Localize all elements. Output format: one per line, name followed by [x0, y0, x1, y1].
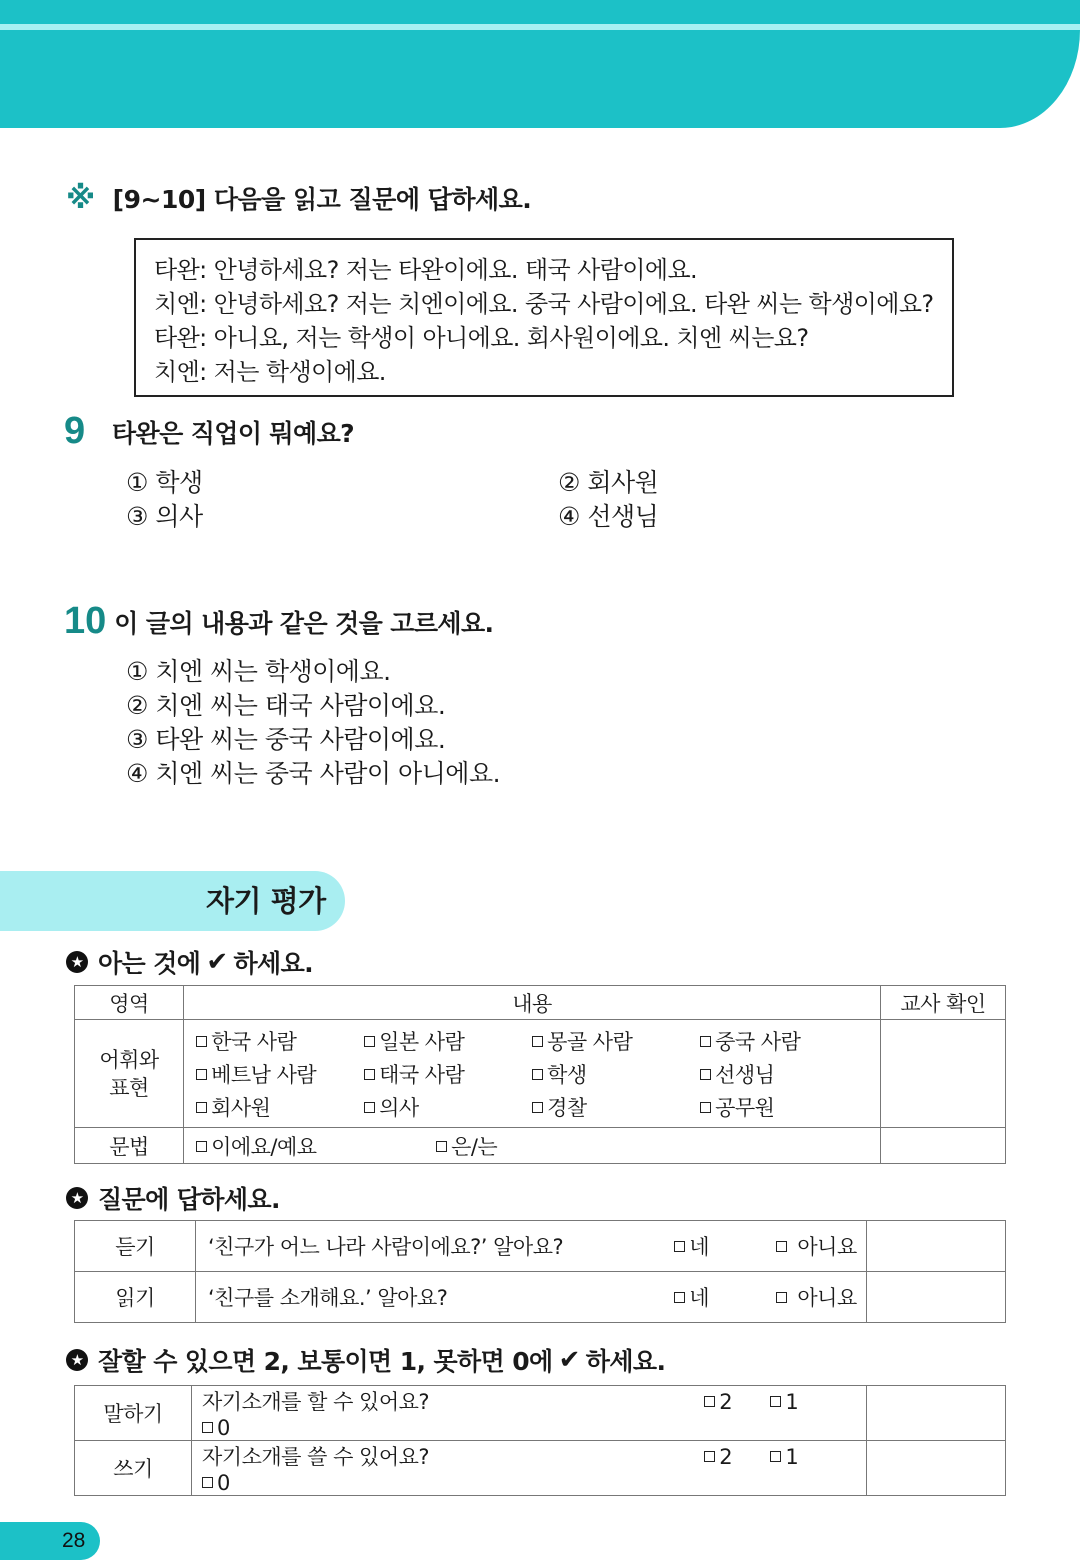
checkbox-item[interactable]: 베트남 사람 [196, 1059, 364, 1089]
checkbox-item[interactable]: 학생 [532, 1059, 700, 1089]
header-teacher-check: 교사 확인 [881, 986, 1006, 1020]
check-icon: ✔ [206, 947, 228, 977]
checkbox-icon[interactable] [364, 1036, 375, 1047]
table-row [75, 1221, 1006, 1272]
checkbox-item[interactable]: 몽골 사람 [532, 1026, 700, 1056]
checkbox-icon[interactable] [770, 1451, 781, 1462]
score-checkbox[interactable]: 1 [770, 1445, 832, 1469]
answer-option[interactable]: ① 학생 [126, 468, 203, 497]
instruction-text: 하세요. [585, 1347, 666, 1376]
yes-checkbox[interactable]: 네 [674, 1282, 770, 1312]
checkbox-item[interactable]: 이에요/예요 [196, 1131, 436, 1161]
section-1-instruction [66, 942, 313, 982]
checkbox-icon[interactable] [202, 1477, 213, 1488]
answer-option[interactable]: ③ 타완 씨는 중국 사람이에요. [126, 725, 446, 754]
checkbox-icon[interactable] [704, 1396, 715, 1407]
instruction-text: 하세요. [233, 949, 314, 978]
no-checkbox[interactable]: 아니요 [776, 1282, 856, 1312]
star-bullet-icon: ★ [66, 1349, 88, 1371]
instruction-text: 잘할 수 있으면 2, 보통이면 1, 못하면 0에 [98, 1347, 553, 1376]
vocab-grammar-table [74, 985, 1006, 1164]
page-number: 28 [62, 1529, 86, 1552]
teacher-check-cell[interactable] [867, 1441, 1006, 1496]
question-number: 9 [64, 410, 86, 452]
yes-checkbox[interactable]: 네 [674, 1231, 770, 1261]
instruction [66, 176, 531, 220]
checkbox-item[interactable]: 은/는 [436, 1131, 604, 1161]
checkbox-icon[interactable] [196, 1141, 207, 1152]
skill-question [192, 1386, 867, 1441]
skill-question [196, 1221, 867, 1272]
checkbox-item[interactable]: 태국 사람 [364, 1059, 532, 1089]
skill-question [196, 1272, 867, 1323]
skill-category: 듣기 [75, 1221, 196, 1272]
answer-option[interactable]: ④ 선생님 [558, 502, 659, 531]
answer-option[interactable]: ② 회사원 [558, 468, 659, 497]
teacher-check-cell[interactable] [881, 1020, 1006, 1128]
checkbox-item[interactable]: 일본 사람 [364, 1026, 532, 1056]
question-10-options [126, 655, 500, 791]
checkbox-icon[interactable] [700, 1069, 711, 1080]
instruction-text: 질문에 답하세요. [98, 1185, 280, 1214]
question-9-options [126, 466, 746, 534]
grammar-items [184, 1128, 881, 1164]
skill-question [192, 1441, 867, 1496]
checkbox-item[interactable]: 선생님 [700, 1059, 868, 1089]
teacher-check-cell[interactable] [867, 1272, 1006, 1323]
self-assessment-title: 자기 평가 [206, 884, 326, 918]
table-row [75, 1386, 1006, 1441]
checkbox-icon[interactable] [704, 1451, 715, 1462]
speaking-writing-table [74, 1385, 1006, 1496]
checkbox-icon[interactable] [532, 1102, 543, 1113]
table-row [75, 1272, 1006, 1323]
category-label: 어휘와 [99, 1047, 159, 1072]
question-text: 자기소개를 쓸 수 있어요? [202, 1445, 430, 1469]
question-text: ‘친구가 어느 나라 사람이에요?’ 알아요? [208, 1235, 564, 1259]
score-checkbox[interactable]: 2 [704, 1390, 764, 1414]
checkbox-icon[interactable] [436, 1141, 447, 1152]
checkbox-icon[interactable] [364, 1069, 375, 1080]
question-text: 자기소개를 할 수 있어요? [202, 1390, 430, 1414]
checkbox-icon[interactable] [770, 1396, 781, 1407]
checkbox-item[interactable]: 한국 사람 [196, 1026, 364, 1056]
vocab-category [75, 1020, 184, 1128]
skill-category: 읽기 [75, 1272, 196, 1323]
section-2-instruction [66, 1178, 280, 1218]
reading-passage [134, 238, 954, 397]
grammar-category: 문법 [75, 1128, 184, 1164]
skill-category: 쓰기 [75, 1441, 192, 1496]
answer-option[interactable]: ② 치엔 씨는 태국 사람이에요. [126, 691, 446, 720]
checkbox-icon[interactable] [202, 1422, 213, 1433]
passage-line: 치엔: 안녕하세요? 저는 치엔이에요. 중국 사람이에요. 타완 씨는 학생이에요? [154, 290, 934, 318]
answer-option[interactable]: ① 치엔 씨는 학생이에요. [126, 657, 391, 686]
checkbox-item[interactable]: 공무원 [700, 1092, 868, 1122]
star-bullet-icon: ★ [66, 1187, 88, 1209]
score-checkbox[interactable]: 0 [202, 1471, 230, 1495]
no-checkbox[interactable]: 아니요 [776, 1231, 856, 1261]
score-checkbox[interactable]: 2 [704, 1445, 764, 1469]
question-9 [64, 410, 354, 453]
question-10 [64, 600, 493, 643]
checkbox-icon[interactable] [700, 1102, 711, 1113]
answer-option[interactable]: ④ 치엔 씨는 중국 사람이 아니에요. [126, 759, 501, 788]
passage-line: 타완: 아니요, 저는 학생이 아니에요. 회사원이에요. 치엔 씨는요? [154, 324, 809, 352]
passage-line: 치엔: 저는 학생이에요. [154, 358, 386, 386]
instruction-text: 아는 것에 [98, 949, 201, 978]
answer-option[interactable]: ③ 의사 [126, 502, 203, 531]
checkbox-icon[interactable] [674, 1241, 685, 1252]
checkbox-icon[interactable] [364, 1102, 375, 1113]
question-text: ‘친구를 소개해요.’ 알아요? [208, 1286, 448, 1310]
skill-category: 말하기 [75, 1386, 192, 1441]
question-text: 타완은 직업이 뭐예요? [112, 418, 355, 448]
vocab-items [184, 1020, 881, 1128]
score-checkbox[interactable]: 1 [770, 1390, 832, 1414]
checkbox-item[interactable]: 경찰 [532, 1092, 700, 1122]
header-band-top [0, 0, 1080, 24]
header-area: 영역 [75, 986, 184, 1020]
score-checkbox[interactable]: 0 [202, 1416, 230, 1440]
teacher-check-cell[interactable] [867, 1386, 1006, 1441]
checkbox-icon[interactable] [776, 1241, 787, 1252]
checkbox-icon[interactable] [196, 1069, 207, 1080]
checkbox-item[interactable]: 중국 사람 [700, 1026, 868, 1056]
checkbox-item[interactable]: 회사원 [196, 1092, 364, 1122]
listening-reading-table [74, 1220, 1006, 1323]
instruction-text: [9~10] 다음을 읽고 질문에 답하세요. [112, 185, 532, 214]
checkbox-icon[interactable] [674, 1292, 685, 1303]
checkbox-icon[interactable] [776, 1292, 787, 1303]
checkbox-item[interactable]: 의사 [364, 1092, 532, 1122]
checkbox-icon[interactable] [532, 1069, 543, 1080]
checkbox-icon[interactable] [700, 1036, 711, 1047]
check-icon: ✔ [558, 1345, 580, 1375]
passage-line: 타완: 안녕하세요? 저는 타완이에요. 태국 사람이에요. [154, 256, 698, 284]
question-number: 10 [64, 600, 107, 642]
question-text: 이 글의 내용과 같은 것을 고르세요. [114, 608, 494, 638]
teacher-check-cell[interactable] [881, 1128, 1006, 1164]
header-content: 내용 [184, 986, 881, 1020]
category-label: 표현 [109, 1075, 149, 1100]
table-row [75, 1441, 1006, 1496]
checkbox-icon[interactable] [532, 1036, 543, 1047]
star-bullet-icon: ★ [66, 951, 88, 973]
section-3-instruction [66, 1340, 665, 1380]
checkbox-icon[interactable] [196, 1102, 207, 1113]
header-band [0, 30, 1080, 128]
checkbox-icon[interactable] [196, 1036, 207, 1047]
reference-mark-icon: ※ [66, 180, 95, 216]
teacher-check-cell[interactable] [867, 1221, 1006, 1272]
